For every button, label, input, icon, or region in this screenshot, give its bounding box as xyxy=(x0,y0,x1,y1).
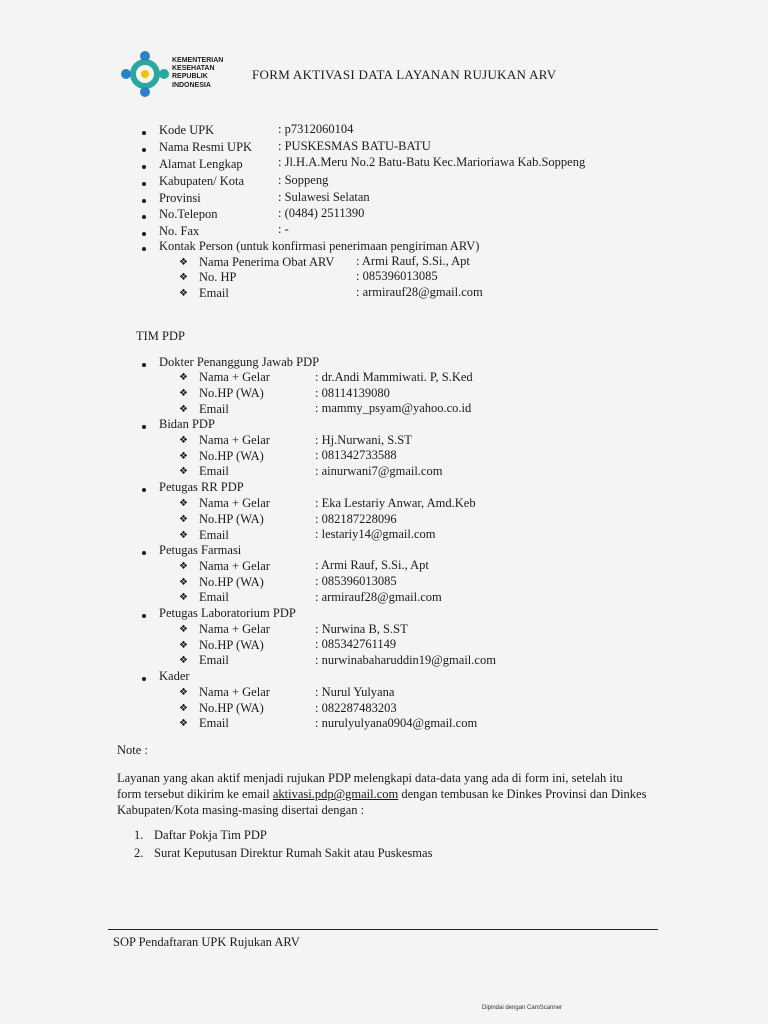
field-label: Nama + Gelar xyxy=(199,433,270,447)
diamond-bullet-icon: ❖ xyxy=(179,372,188,383)
diamond-bullet-icon: ❖ xyxy=(179,655,188,666)
contact-label: Nama Penerima Obat ARV xyxy=(199,255,335,269)
diamond-bullet-icon: ❖ xyxy=(179,718,188,729)
info-value: : Soppeng xyxy=(278,173,329,187)
diamond-bullet-icon: ❖ xyxy=(179,257,188,268)
form-title: FORM AKTIVASI DATA LAYANAN RUJUKAN ARV xyxy=(252,67,557,82)
field-label: Email xyxy=(199,464,229,478)
info-value: : Jl.H.A.Meru No.2 Batu-Batu Kec.Marioriawa Kab.Soppeng xyxy=(278,155,586,169)
note-title: Note : xyxy=(117,743,148,757)
team-role: Bidan PDP xyxy=(159,417,215,431)
ministry-name: KEMENTERIAN KESEHATAN REPUBLIK INDONESIA xyxy=(172,57,224,89)
diamond-bullet-icon: ❖ xyxy=(179,272,188,283)
contact-value: : Armi Rauf, S.Si., Apt xyxy=(356,254,470,268)
info-label: Kode UPK xyxy=(159,123,215,137)
diamond-bullet-icon: ❖ xyxy=(179,592,188,603)
field-value: : nurwinabaharuddin19@gmail.com xyxy=(315,653,496,667)
field-label: Nama + Gelar xyxy=(199,559,270,573)
info-label: Kabupaten/ Kota xyxy=(159,174,245,188)
footer-divider xyxy=(108,929,658,930)
list-number: 1. xyxy=(134,828,144,842)
diamond-bullet-icon: ❖ xyxy=(179,404,188,415)
field-value: : Eka Lestariy Anwar, Amd.Keb xyxy=(315,496,476,510)
field-value: : 085396013085 xyxy=(315,574,397,588)
field-value: : 082287483203 xyxy=(315,701,397,715)
note-text-line: Kabupaten/Kota masing-masing disertai dengan : xyxy=(117,803,365,817)
footer-text: SOP Pendaftaran UPK Rujukan ARV xyxy=(113,935,300,949)
contact-label: No. HP xyxy=(199,270,237,284)
diamond-bullet-icon: ❖ xyxy=(179,624,188,635)
contact-value: : armirauf28@gmail.com xyxy=(356,285,483,299)
diamond-bullet-icon: ❖ xyxy=(179,640,188,651)
diamond-bullet-icon: ❖ xyxy=(179,498,188,509)
field-value: : mammy_psyam@yahoo.co.id xyxy=(315,401,472,415)
field-value: : dr.Andi Mammiwati. P, S.Ked xyxy=(315,370,473,384)
field-label: Email xyxy=(199,716,229,730)
info-value: : - xyxy=(278,222,289,236)
ministry-logo xyxy=(120,50,170,98)
scanner-watermark: Dipindai dengan CamScanner xyxy=(482,1005,563,1011)
diamond-bullet-icon: ❖ xyxy=(179,530,188,541)
diamond-bullet-icon: ❖ xyxy=(179,388,188,399)
field-label: No.HP (WA) xyxy=(199,512,264,526)
list-item: Daftar Pokja Tim PDP xyxy=(154,828,267,842)
info-label: Provinsi xyxy=(159,191,201,205)
info-label: No. Fax xyxy=(159,224,200,238)
list-number: 2. xyxy=(134,846,144,860)
contact-value: : 085396013085 xyxy=(356,269,438,283)
diamond-bullet-icon: ❖ xyxy=(179,288,188,299)
field-value: : Nurul Yulyana xyxy=(315,685,395,699)
info-label: Kontak Person (untuk konfirmasi penerimaan pengiriman ARV) xyxy=(159,239,480,253)
diamond-bullet-icon: ❖ xyxy=(179,703,188,714)
note-text-line: form tersebut dikirim ke email aktivasi.pdp@gmail.com dengan tembusan ke Dinkes Provinsi dan Dinkes xyxy=(117,787,647,801)
diamond-bullet-icon: ❖ xyxy=(179,466,188,477)
field-label: No.HP (WA) xyxy=(199,386,264,400)
team-role: Dokter Penanggung Jawab PDP xyxy=(159,355,320,369)
diamond-bullet-icon: ❖ xyxy=(179,577,188,588)
field-value: : 082187228096 xyxy=(315,512,397,526)
field-label: Email xyxy=(199,402,229,416)
info-label: Alamat Lengkap xyxy=(159,157,243,171)
field-label: Nama + Gelar xyxy=(199,685,270,699)
diamond-bullet-icon: ❖ xyxy=(179,435,188,446)
diamond-bullet-icon: ❖ xyxy=(179,561,188,572)
email-link[interactable]: aktivasi.pdp@gmail.com xyxy=(272,787,399,801)
field-value: : armirauf28@gmail.com xyxy=(315,590,442,604)
field-value: : 081342733588 xyxy=(315,448,397,462)
info-value: : (0484) 2511390 xyxy=(278,206,365,220)
field-label: Email xyxy=(199,528,229,542)
field-label: No.HP (WA) xyxy=(199,638,264,652)
info-value: : Sulawesi Selatan xyxy=(278,190,370,204)
field-label: Nama + Gelar xyxy=(199,622,270,636)
field-label: No.HP (WA) xyxy=(199,575,264,589)
field-label: No.HP (WA) xyxy=(199,449,264,463)
team-role: Kader xyxy=(159,669,190,683)
info-label: No.Telepon xyxy=(159,207,218,221)
field-label: Nama + Gelar xyxy=(199,370,270,384)
contact-label: Email xyxy=(199,286,229,300)
field-value: : Armi Rauf, S.Si., Apt xyxy=(315,558,429,572)
diamond-bullet-icon: ❖ xyxy=(179,451,188,462)
field-value: : ainurwani7@gmail.com xyxy=(315,464,443,478)
field-label: Email xyxy=(199,653,229,667)
field-value: : 085342761149 xyxy=(315,637,397,651)
info-label: Nama Resmi UPK xyxy=(159,140,253,154)
field-value: : lestariy14@gmail.com xyxy=(315,527,436,541)
team-role: Petugas RR PDP xyxy=(159,480,244,494)
tim-pdp-title: TIM PDP xyxy=(136,329,185,343)
field-label: Email xyxy=(199,590,229,604)
diamond-bullet-icon: ❖ xyxy=(179,514,188,525)
field-value: : nurulyulyana0904@gmail.com xyxy=(315,716,478,730)
team-role: Petugas Laboratorium PDP xyxy=(159,606,296,620)
info-value: : p7312060104 xyxy=(278,122,354,136)
team-role: Petugas Farmasi xyxy=(159,543,242,557)
field-value: : 08114139080 xyxy=(315,386,390,400)
field-label: Nama + Gelar xyxy=(199,496,270,510)
field-label: No.HP (WA) xyxy=(199,701,264,715)
field-value: : Hj.Nurwani, S.ST xyxy=(315,433,412,447)
info-value: : PUSKESMAS BATU-BATU xyxy=(278,139,431,153)
list-item: Surat Keputusan Direktur Rumah Sakit atau Puskesmas xyxy=(154,846,433,860)
diamond-bullet-icon: ❖ xyxy=(179,687,188,698)
note-text-line: Layanan yang akan aktif menjadi rujukan PDP melengkapi data-data yang ada di form ini, setelah itu xyxy=(117,771,623,785)
field-value: : Nurwina B, S.ST xyxy=(315,622,408,636)
